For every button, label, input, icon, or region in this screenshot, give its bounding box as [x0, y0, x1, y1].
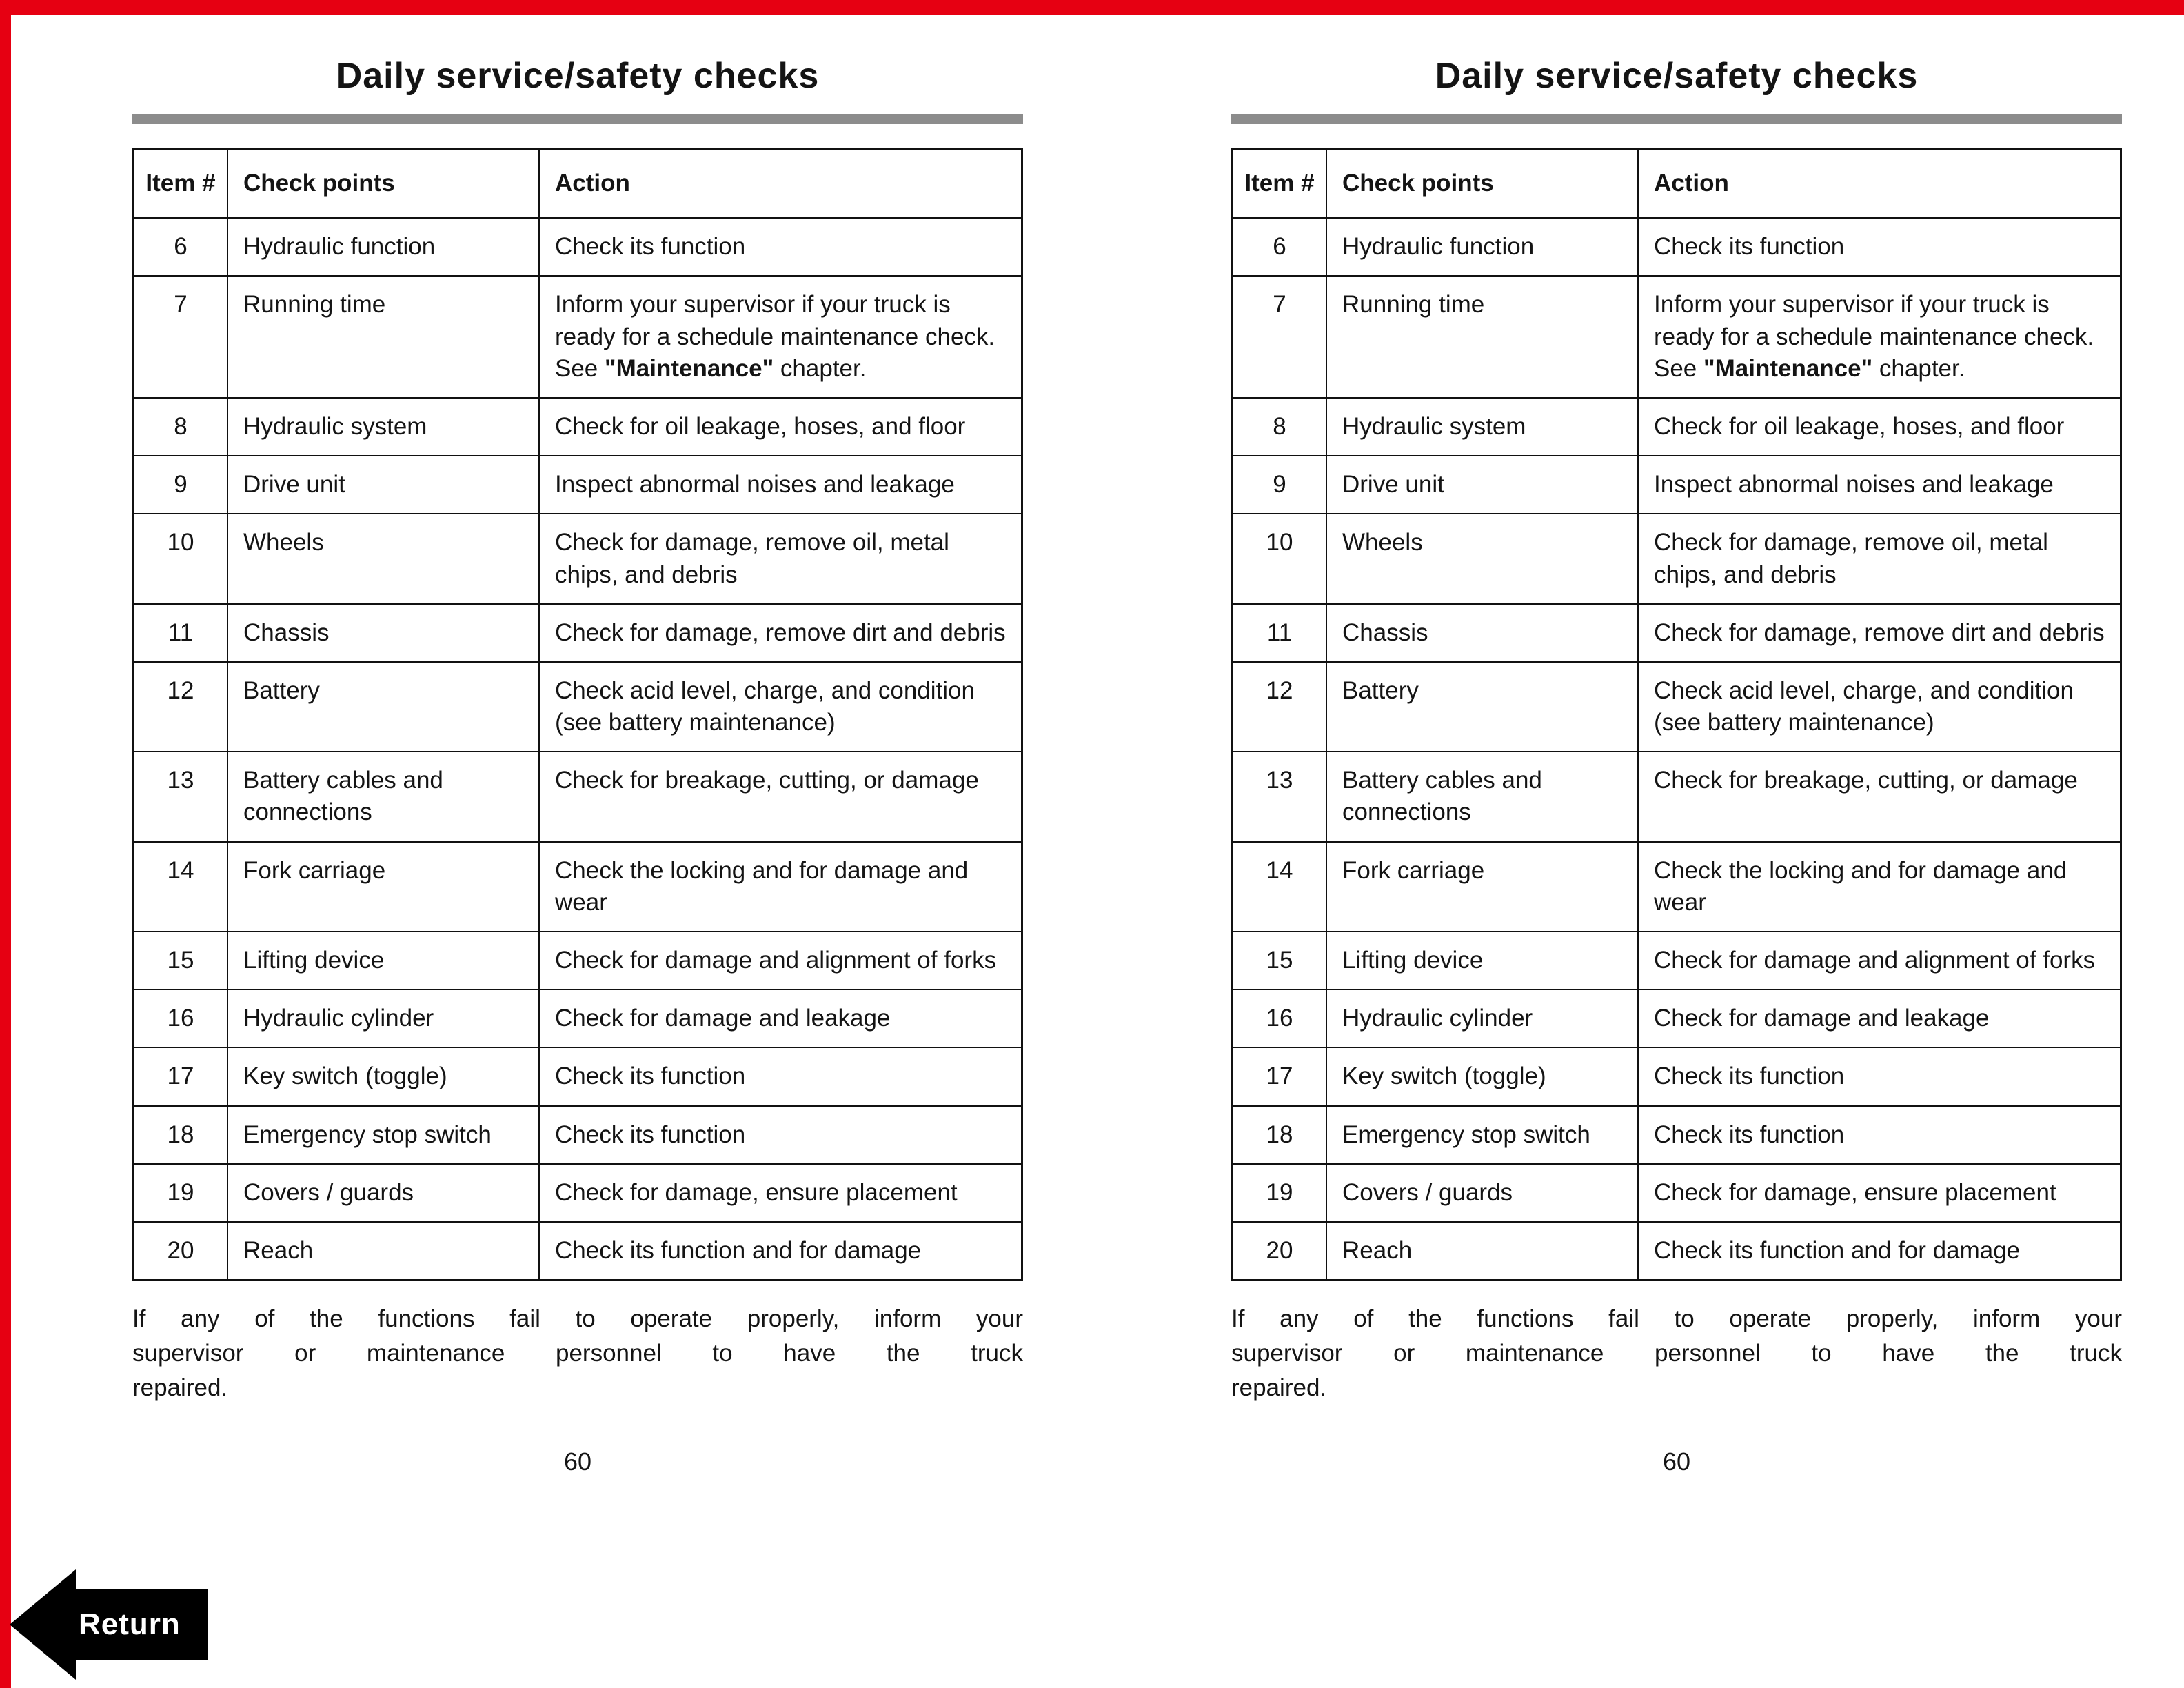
cell-action: Check the locking and for damage and wear — [1638, 842, 2121, 932]
cell-check-point: Emergency stop switch — [1326, 1106, 1638, 1164]
page-title: Daily service/safety checks — [336, 56, 820, 96]
column-header-item: Item # — [1233, 149, 1327, 219]
cell-check-point: Chassis — [1326, 604, 1638, 662]
cell-check-point: Hydraulic cylinder — [1326, 989, 1638, 1047]
cell-check-point: Battery cables and connections — [1326, 752, 1638, 841]
cell-item-number: 12 — [1233, 662, 1327, 752]
column-header-checkpoints: Check points — [228, 149, 539, 219]
cell-action: Check for damage, ensure placement — [539, 1164, 1022, 1222]
table-row — [1233, 752, 2121, 841]
table-row — [134, 276, 1022, 398]
cell-check-point: Hydraulic system — [228, 398, 539, 456]
cell-action: Check its function and for damage — [1638, 1222, 2121, 1280]
cell-item-number: 9 — [1233, 456, 1327, 514]
table-row — [134, 989, 1022, 1047]
cell-item-number: 16 — [1233, 989, 1327, 1047]
cell-action: Check its function — [1638, 218, 2121, 276]
cell-check-point: Hydraulic system — [1326, 398, 1638, 456]
cell-check-point: Running time — [1326, 276, 1638, 398]
column-header-item: Item # — [134, 149, 228, 219]
cell-action: Check its function — [1638, 1047, 2121, 1105]
cell-action: Check for oil leakage, hoses, and floor — [1638, 398, 2121, 456]
footer-note — [1231, 1302, 2122, 1405]
cell-check-point: Key switch (toggle) — [1326, 1047, 1638, 1105]
cell-item-number: 12 — [134, 662, 228, 752]
table-row — [1233, 276, 2121, 398]
cell-action: Check for damage, ensure placement — [1638, 1164, 2121, 1222]
return-arrow-icon — [10, 1569, 76, 1680]
checks-table — [132, 148, 1023, 1281]
cell-check-point: Key switch (toggle) — [228, 1047, 539, 1105]
cell-item-number: 18 — [134, 1106, 228, 1164]
page-number: 60 — [563, 1447, 592, 1476]
cell-check-point: Fork carriage — [1326, 842, 1638, 932]
title-rule — [132, 114, 1023, 124]
top-red-border — [0, 0, 2184, 15]
checks-table — [1231, 148, 2122, 1281]
cell-item-number: 16 — [134, 989, 228, 1047]
left-red-border — [0, 0, 11, 1688]
cell-check-point: Drive unit — [228, 456, 539, 514]
cell-action: Check for oil leakage, hoses, and floor — [539, 398, 1022, 456]
cell-check-point: Lifting device — [1326, 932, 1638, 989]
cell-check-point: Covers / guards — [1326, 1164, 1638, 1222]
header-row — [1233, 149, 2121, 219]
cell-action: Check its function — [539, 218, 1022, 276]
table-row — [1233, 514, 2121, 603]
cell-item-number: 8 — [134, 398, 228, 456]
table-row — [134, 842, 1022, 932]
table-row — [134, 398, 1022, 456]
table-row — [134, 1106, 1022, 1164]
table-row — [134, 932, 1022, 989]
table-row — [1233, 456, 2121, 514]
table-row — [1233, 1106, 2121, 1164]
cell-action: Check for damage, remove oil, metal chips, and debris — [539, 514, 1022, 603]
table-row — [1233, 842, 2121, 932]
cell-action: Check for damage, remove oil, metal chips, and debris — [1638, 514, 2121, 603]
cell-check-point: Battery cables and connections — [228, 752, 539, 841]
cell-action: Inform your supervisor if your truck is ready for a schedule maintenance check. See "Maintenance" chapter. — [1638, 276, 2121, 398]
cell-item-number: 19 — [134, 1164, 228, 1222]
cell-check-point: Chassis — [228, 604, 539, 662]
cell-action: Check its function and for damage — [539, 1222, 1022, 1280]
cell-check-point: Reach — [228, 1222, 539, 1280]
cell-item-number: 20 — [1233, 1222, 1327, 1280]
cell-check-point: Fork carriage — [228, 842, 539, 932]
cell-action: Inspect abnormal noises and leakage — [1638, 456, 2121, 514]
cell-action: Check for damage and leakage — [539, 989, 1022, 1047]
cell-action: Check for breakage, cutting, or damage — [1638, 752, 2121, 841]
column-header-action: Action — [539, 149, 1022, 219]
document-page — [132, 40, 1023, 1476]
table-row — [134, 514, 1022, 603]
cell-check-point: Running time — [228, 276, 539, 398]
cell-item-number: 7 — [134, 276, 228, 398]
cell-item-number: 15 — [134, 932, 228, 989]
footer-line: If any of the functions fail to operate properly, inform your — [1231, 1305, 2122, 1333]
table-row — [134, 604, 1022, 662]
cell-item-number: 6 — [134, 218, 228, 276]
cell-action: Inform your supervisor if your truck is ready for a schedule maintenance check. See "Maintenance" chapter. — [539, 276, 1022, 398]
cell-item-number: 17 — [134, 1047, 228, 1105]
cell-check-point: Battery — [1326, 662, 1638, 752]
table-row — [134, 218, 1022, 276]
column-header-action: Action — [1638, 149, 2121, 219]
cell-check-point: Hydraulic function — [228, 218, 539, 276]
cell-check-point: Emergency stop switch — [228, 1106, 539, 1164]
table-row — [1233, 662, 2121, 752]
cell-item-number: 15 — [1233, 932, 1327, 989]
cell-item-number: 7 — [1233, 276, 1327, 398]
cell-check-point: Wheels — [228, 514, 539, 603]
cell-action: Check for damage and alignment of forks — [1638, 932, 2121, 989]
cell-action: Check for damage, remove dirt and debris — [1638, 604, 2121, 662]
cell-item-number: 14 — [134, 842, 228, 932]
footer-line: If any of the functions fail to operate properly, inform your — [132, 1305, 1023, 1333]
cell-action: Check the locking and for damage and wear — [539, 842, 1022, 932]
table-row — [1233, 1047, 2121, 1105]
table-row — [134, 1164, 1022, 1222]
table-row — [1233, 218, 2121, 276]
cell-check-point: Covers / guards — [228, 1164, 539, 1222]
return-label: Return — [76, 1589, 208, 1660]
table-row — [134, 662, 1022, 752]
footer-line: supervisor or maintenance personnel to have the truck — [132, 1339, 1023, 1367]
cell-item-number: 11 — [134, 604, 228, 662]
footer-line: repaired. — [1231, 1374, 1327, 1401]
cell-item-number: 14 — [1233, 842, 1327, 932]
table-row — [1233, 604, 2121, 662]
cell-action: Check acid level, charge, and condition (see battery maintenance) — [539, 662, 1022, 752]
cell-check-point: Hydraulic function — [1326, 218, 1638, 276]
cell-item-number: 20 — [134, 1222, 228, 1280]
title-rule — [1231, 114, 2122, 124]
header-row — [134, 149, 1022, 219]
footer-line: repaired. — [132, 1374, 228, 1401]
table-row — [1233, 1164, 2121, 1222]
cell-item-number: 10 — [134, 514, 228, 603]
cell-check-point: Wheels — [1326, 514, 1638, 603]
cell-check-point: Hydraulic cylinder — [228, 989, 539, 1047]
cell-action: Check its function — [1638, 1106, 2121, 1164]
table-row — [134, 1222, 1022, 1280]
page-number: 60 — [1662, 1447, 1691, 1476]
document-page — [1231, 40, 2122, 1476]
cell-action: Check acid level, charge, and condition (see battery maintenance) — [1638, 662, 2121, 752]
table-row — [1233, 932, 2121, 989]
footer-line: supervisor or maintenance personnel to have the truck — [1231, 1339, 2122, 1367]
table-row — [1233, 989, 2121, 1047]
cell-check-point: Reach — [1326, 1222, 1638, 1280]
cell-action: Check for damage and alignment of forks — [539, 932, 1022, 989]
table-row — [134, 752, 1022, 841]
cell-item-number: 11 — [1233, 604, 1327, 662]
footer-note — [132, 1302, 1023, 1405]
column-header-checkpoints: Check points — [1326, 149, 1638, 219]
cell-item-number: 17 — [1233, 1047, 1327, 1105]
page-title: Daily service/safety checks — [1435, 56, 1919, 96]
cell-item-number: 13 — [1233, 752, 1327, 841]
cell-item-number: 8 — [1233, 398, 1327, 456]
table-row — [1233, 1222, 2121, 1280]
table-row — [134, 456, 1022, 514]
cell-check-point: Drive unit — [1326, 456, 1638, 514]
cell-action: Check for damage, remove dirt and debris — [539, 604, 1022, 662]
cell-item-number: 10 — [1233, 514, 1327, 603]
cell-action: Inspect abnormal noises and leakage — [539, 456, 1022, 514]
cell-item-number: 6 — [1233, 218, 1327, 276]
table-row — [1233, 398, 2121, 456]
cell-check-point: Battery — [228, 662, 539, 752]
cell-item-number: 9 — [134, 456, 228, 514]
cell-item-number: 13 — [134, 752, 228, 841]
cell-item-number: 18 — [1233, 1106, 1327, 1164]
cell-item-number: 19 — [1233, 1164, 1327, 1222]
return-button[interactable] — [10, 1569, 208, 1680]
cell-check-point: Lifting device — [228, 932, 539, 989]
cell-action: Check for damage and leakage — [1638, 989, 2121, 1047]
cell-action: Check its function — [539, 1106, 1022, 1164]
table-row — [134, 1047, 1022, 1105]
cell-action: Check for breakage, cutting, or damage — [539, 752, 1022, 841]
cell-action: Check its function — [539, 1047, 1022, 1105]
